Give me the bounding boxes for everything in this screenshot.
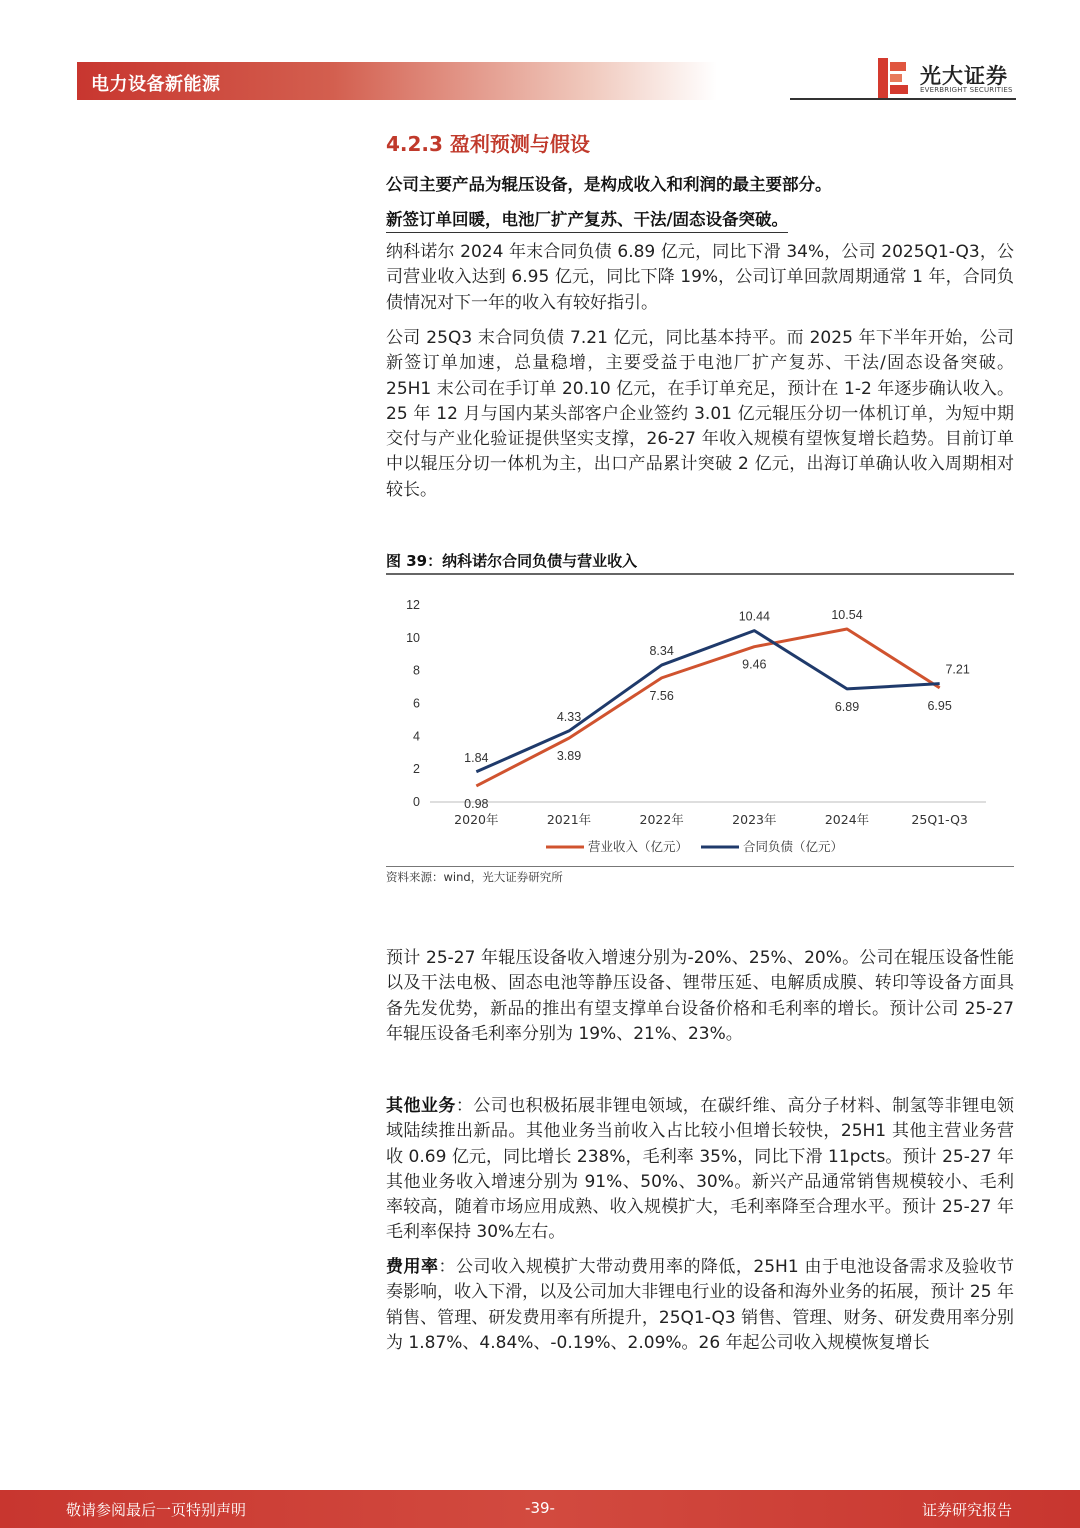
logo-text-en: EVERBRIGHT SECURITIES — [920, 86, 1013, 94]
expense-rate-label: 费用率 — [386, 1257, 439, 1277]
x-tick-label: 2024年 — [824, 812, 870, 827]
figure-title: 图 39：纳科诺尔合同负债与营业收入 — [386, 552, 638, 570]
contract-liability-data-label: 1.84 — [464, 750, 489, 765]
lead-line-1: 公司主要产品为辊压设备，是构成收入和利润的最主要部分。 — [386, 175, 832, 194]
revenue-data-label: 0.98 — [464, 796, 489, 811]
x-tick-label: 2023年 — [732, 812, 777, 827]
revenue-data-label: 6.95 — [927, 698, 952, 713]
x-tick-label: 2022年 — [639, 812, 684, 827]
contract-liability-data-label: 7.21 — [945, 662, 970, 677]
contract-liability-data-label: 10.44 — [738, 609, 770, 624]
footer-bar — [0, 1490, 1080, 1528]
figure-rule-top — [386, 573, 1014, 575]
revenue-data-label: 3.89 — [556, 749, 582, 764]
line-chart — [386, 580, 1014, 864]
paragraph-expense-rate — [386, 1255, 1014, 1356]
company-logo — [876, 56, 1016, 100]
y-tick-label: 12 — [406, 598, 420, 612]
y-tick-label: 8 — [413, 663, 420, 678]
footer-report-type: 证券研究报告 — [921, 1501, 1012, 1519]
header-bar — [77, 62, 717, 100]
x-tick-label: 2021年 — [546, 812, 592, 827]
revenue-data-label: 7.56 — [649, 688, 674, 703]
page-number: -39- — [525, 1499, 555, 1517]
y-tick-label: 2 — [413, 762, 420, 777]
legend-revenue-label: 营业收入（亿元） — [588, 839, 689, 854]
revenue-data-label: 10.54 — [831, 607, 863, 622]
legend-contract-liability-label: 合同负债（亿元） — [743, 839, 844, 854]
header-rule — [790, 98, 1016, 100]
revenue-data-label: 9.46 — [742, 657, 767, 672]
footer-disclaimer: 敬请参阅最后一页特别声明 — [66, 1501, 247, 1519]
header-section-title: 电力设备新能源 — [91, 74, 221, 95]
section-title: 4.2.3 盈利预测与假设 — [386, 132, 590, 156]
x-tick-label: 25Q1-Q3 — [911, 812, 968, 827]
contract-liability-data-label: 6.89 — [834, 699, 860, 714]
expense-rate-text: ：公司收入规模扩大带动费用率的降低，25H1 由于电池设备需求及验收节奏影响，收入下滑，以及公司加大非锂电行业的设备和海外业务的拓展，预计 25 年销售、管理、研发费用率有所提升，25Q1-Q3 销售、管理、财务、研发费用率分别为 1.87%、4.84%、-0.19%、2.09%。26 年起公司收入规模恢复增长 — [386, 1257, 1015, 1353]
y-tick-label: 4 — [413, 729, 420, 744]
other-business-label: 其他业务 — [386, 1096, 456, 1116]
lead-line-2-text: 新签订单回暖，电池厂扩产复苏、干法/固态设备突破。 — [386, 210, 788, 233]
y-tick-label: 10 — [406, 630, 420, 645]
paragraph-orders: 公司 25Q3 末合同负债 7.21 亿元，同比基本持平。而 2025 年下半年开始，公司新签订单加速，总量稳增，主要受益于电池厂扩产复苏、干法/固态设备突破。25H1 末公司在手订单 20.10 亿元，在手订单充足，预计在 1-2 年逐步确认收入。25 年 12 月与国内某头部客户企业签约 3.01 亿元辊压分切一体机订单，为短中期交付与产业化验证提供坚实支撑，26-27 年收入规模有望恢复增长趋势。目前订单中以辊压分切一体机为主，出口产品累计突破 2 亿元，出海订单确认收入周期相对较长。 — [386, 328, 1014, 500]
lead-line-2 — [386, 206, 788, 230]
paragraph-contract-liability: 纳科诺尔 2024 年末合同负债 6.89 亿元，同比下滑 34%，公司 2025Q1-Q3，公司营业收入达到 6.95 亿元，同比下降 19%，公司订单回款周期通常 1 年，合同负债情况对下一年的收入有较好指引。 — [386, 242, 1014, 313]
y-tick-label: 6 — [413, 696, 420, 711]
everbright-logo-icon — [876, 58, 910, 98]
other-business-text: ：公司也积极拓展非锂电领域，在碳纤维、高分子材料、制氢等非锂电领域陆续推出新品。其他业务当前收入占比较小但增长较快，25H1 其他主营业务营收 0.69 亿元，同比增长 238%，毛利率 35%，同比下滑 11pcts。预计 25-27 年其他业务收入增速分别为 91%、50%、30%。新兴产品通常销售规模较小、毛利率较高，随着市场应用成熟、收入规模扩大，毛利率降至合理水平。预计 25-27 年毛利率保持 30%左右。 — [386, 1096, 1015, 1243]
revenue-series-line — [476, 629, 939, 786]
figure-rule-bottom — [386, 866, 1014, 867]
logo-text-cn: 光大证券 — [920, 64, 1008, 88]
paragraph-roller-forecast: 预计 25-27 年辊压设备收入增速分别为-20%、25%、20%。公司在辊压设备性能以及干法电极、固态电池等静压设备、锂带压延、电解质成膜、转印等设备方面具备先发优势，新品的推出有望支撑单台设备价格和毛利率的增长。预计公司 25-27 年辊压设备毛利率分别为 19%、21%、23%。 — [386, 948, 1014, 1044]
paragraph-other-business — [386, 1094, 1014, 1246]
contract-liability-data-label: 8.34 — [649, 644, 674, 659]
x-tick-label: 2020年 — [454, 812, 499, 827]
contract-liability-data-label: 4.33 — [556, 709, 582, 724]
figure-source: 资料来源：wind，光大证券研究所 — [386, 870, 563, 884]
y-tick-label: 0 — [413, 795, 420, 809]
